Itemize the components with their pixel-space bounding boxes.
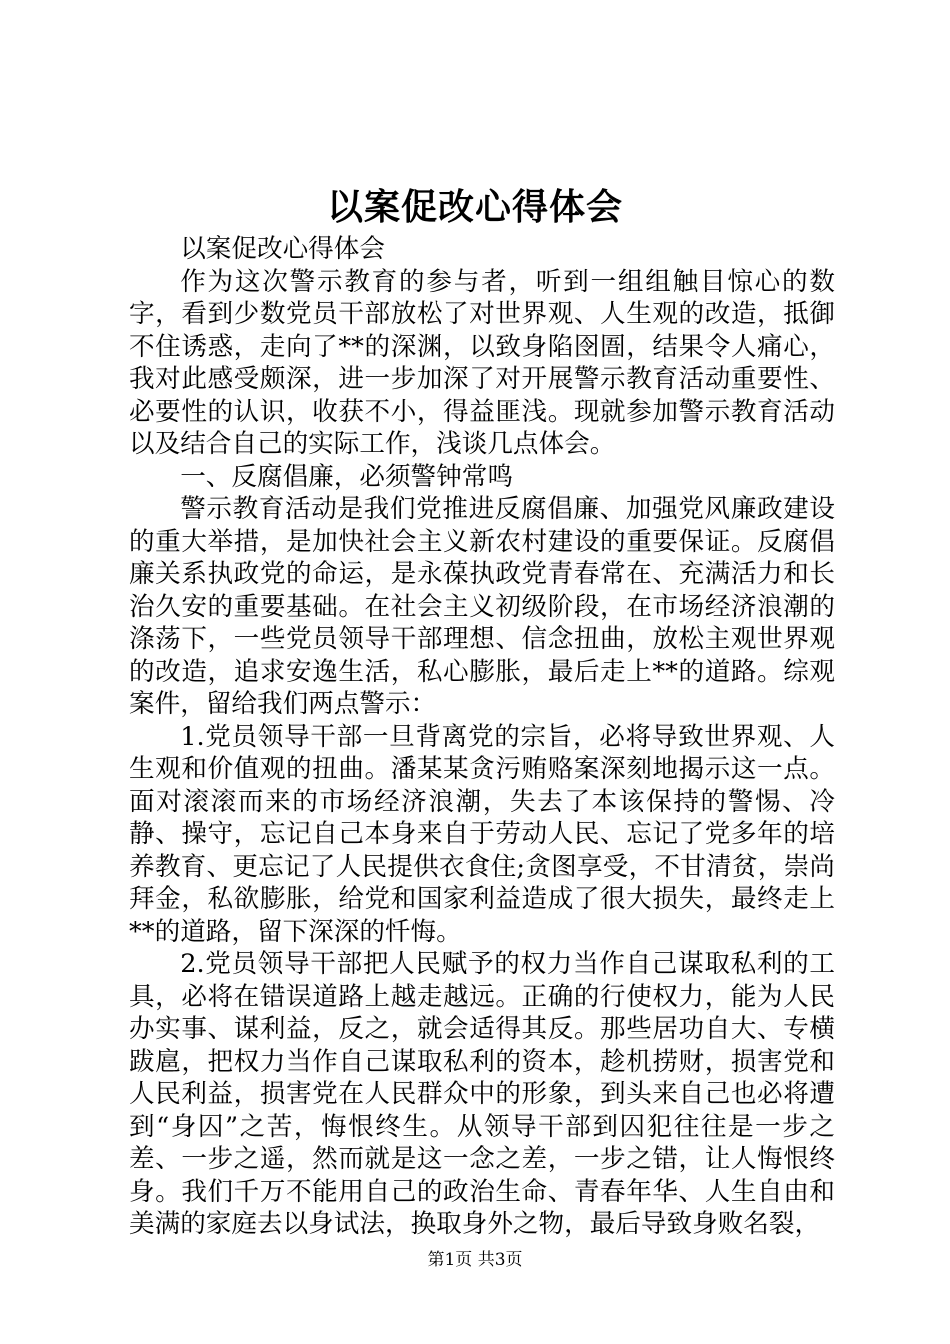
paragraph-subtitle: 以案促改心得体会 (180, 234, 385, 264)
page-footer: 第1页 共3页 (427, 1250, 523, 1270)
paragraph-point-1: 1.党员领导干部一旦背离党的宗旨，必将导致世界观、人生观和价值观的扭曲。潘某某贪污贿赂案深刻地揭示这一点。面对滚滚而来的市场经济浪潮，失去了本该保持的警惕、冷静、操守，忘记自己本身来自于劳动人民、忘记了党多年的培养教育、更忘记了人民提供衣食住;贪图享受，不甘清贫，崇尚拜金，私欲膨胀，给党和国家利益造成了很大损失，最终走上**的道路，留下深深的忏悔。 (129, 721, 835, 947)
section-heading-1: 一、反腐倡廉，必须警钟常鸣 (180, 461, 513, 492)
paragraph-point-2: 2.党员领导干部把人民赋予的权力当作自己谋取私利的工具，必将在错误道路上越走越远。正确的行使权力，能为人民办实事、谋利益，反之，就会适得其反。那些居功自大、专横跋扈，把权力当作自己谋取私利的资本，趁机捞财，损害党和人民利益，损害党在人民群众中的形象，到头来自己也必将遭到“身囚”之苦，悔恨终生。从领导干部到囚犯往往是一步之差、一步之遥，然而就是这一念之差，一步之错，让人悔恨终身。我们千万不能用自己的政治生命、青春年华、人生自由和美满的家庭去以身试法，换取身外之物，最后导致身败名裂， (129, 949, 835, 1239)
document-title: 以案促改心得体会 (326, 186, 623, 228)
document-body (129, 233, 835, 1241)
paragraph-section-1: 警示教育活动是我们党推进反腐倡廉、加强党风廉政建设的重大举措，是加快社会主义新农村建设的重要保证。反腐倡廉关系执政党的命运，是永葆执政党青春常在、充满活力和长治久安的重要基础。在社会主义初级阶段，在市场经济浪潮的涤荡下，一些党员领导干部理想、信念扭曲，放松主观世界观的改造，追求安逸生活，私心膨胀，最后走上**的道路。综观案件，留给我们两点警示： (129, 494, 835, 719)
paragraph-intro: 作为这次警示教育的参与者，听到一组组触目惊心的数字，看到少数党员干部放松了对世界观、人生观的改造，抵御不住诱惑，走向了**的深渊，以致身陷囹圄，结果令人痛心，我对此感受颇深，进一步加深了对开展警示教育活动重要性、必要性的认识，收获不小，得益匪浅。现就参加警示教育活动以及结合自己的实际工作，浅谈几点体会。 (129, 266, 835, 459)
